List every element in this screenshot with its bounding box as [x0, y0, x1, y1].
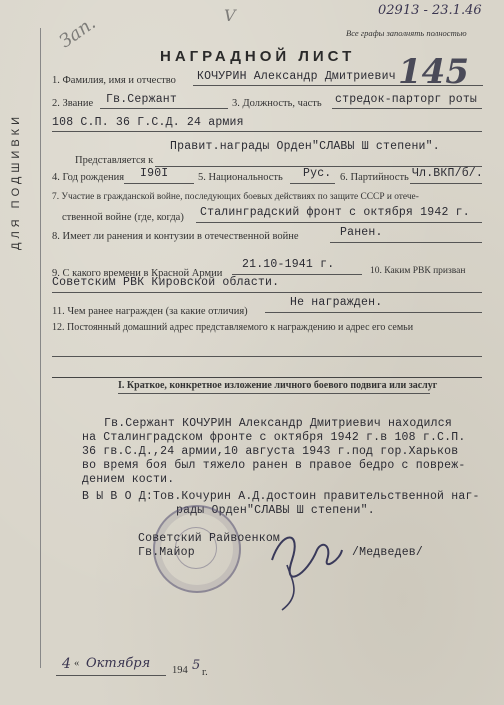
margin-mark: V	[224, 6, 236, 25]
field-11-label: 11. Чем ранее награжден (за какие отличия)	[52, 306, 248, 317]
field-7-label-a: 7. Участие в гражданской войне, последующих боевых действиях по защите СССР и отече-	[52, 192, 419, 202]
field-3-underline	[332, 108, 482, 109]
narrative-line: на Сталинградском фронте с октября 1942 г.в 108 г.С.П.	[82, 431, 466, 444]
field-3-value-line2: 108 С.П. 36 Г.С.Д. 24 армия	[52, 116, 244, 129]
field-12-underline	[52, 356, 482, 357]
field-4-value: I90I	[140, 167, 169, 180]
date-year-handwritten: 5	[192, 658, 201, 673]
handwritten-number: 145	[398, 52, 469, 92]
field-10-underline	[52, 292, 482, 293]
margin-scribble: Зап.	[55, 12, 100, 53]
field-4-underline	[124, 183, 194, 184]
field-8-label: 8. Имеет ли ранения и контузии в отечественной войне	[52, 231, 299, 242]
date-underline	[56, 675, 166, 676]
field-5-value: Рус.	[303, 167, 332, 180]
field-4-label: 4. Год рождения	[52, 172, 125, 183]
handwritten-signature	[262, 520, 352, 615]
field-10-label: 10. Каким РВК призван	[370, 266, 466, 276]
field-1-value: КОЧУРИН Александр Дмитриевич	[197, 70, 396, 83]
section-divider	[52, 377, 482, 378]
field-8-underline	[330, 242, 482, 243]
date-year-prefix: 194	[172, 665, 188, 676]
field-2-label: 2. Звание	[52, 98, 94, 109]
field-6-value: Чл.ВКП/б/.	[412, 167, 484, 180]
field-2-underline	[100, 108, 228, 109]
conclusion-line: В Ы В О Д:Тов.Кочурин А.Д.достоин правительственной наг-	[82, 490, 480, 503]
field-11-underline	[265, 312, 482, 313]
page-title: НАГРАДНОЙ ЛИСТ	[160, 48, 356, 65]
section-heading: I. Краткое, конкретное изложение личного боевого подвига или заслуг	[118, 380, 438, 391]
field-9-value: 21.10-1941 г.	[242, 258, 335, 271]
nominated-label: Представляется к	[75, 155, 154, 166]
binding-margin-line	[40, 28, 41, 668]
nominated-value: Правит.награды Орден"СЛАВЫ Ш степени".	[170, 140, 440, 153]
narrative-line: Гв.Сержант КОЧУРИН Александр Дмитриевич находился	[104, 417, 452, 430]
field-8-value: Ранен.	[340, 226, 383, 239]
date-month: Октября	[86, 656, 151, 671]
field-3-label: 3. Должность, часть	[232, 98, 322, 109]
field-12-label: 12. Постоянный домашний адрес представляемого к награждению и адрес его семьи	[52, 322, 414, 333]
field-1-label: 1. Фамилия, имя и отчество	[52, 75, 176, 86]
archive-number: 02913 - 23.1.46	[378, 3, 482, 18]
field-6-underline	[410, 183, 482, 184]
field-9-label: 9. С какого времени в Красной Армии	[52, 268, 223, 279]
field-2-value: Гв.Сержант	[106, 93, 178, 106]
field-5-label: 5. Национальность	[198, 172, 283, 183]
section-heading-underline	[118, 393, 430, 394]
field-7-value: Сталинградский фронт с октября 1942 г.	[200, 206, 470, 219]
field-3-line2-underline	[52, 131, 482, 132]
field-3-value-line1: стредок-парторг роты	[335, 93, 478, 106]
binding-label: ДЛЯ ПОДШИВКИ	[10, 113, 22, 250]
field-5-underline	[290, 183, 335, 184]
field-9-underline	[232, 274, 362, 275]
header-note: Все графы заполнять полностью	[346, 28, 467, 38]
award-sheet: ДЛЯ ПОДШИВКИ 02913 - 23.1.46 Все графы заполнять полностью Зап. V НАГРАДНОЙ ЛИСТ 145 1. Фамилия, имя и отчество КОЧУРИН Александр Дмитриевич 2. Звание Гв.Сержант 3. Должность, часть стредок-парторг роты 108 С.П. 36 Г.С.Д. 24 армия Правит.награды Орден"СЛАВЫ Ш степени". Представляется к 4. Год рождения I90I 5. Национальность Рус. 6. Партийность Чл.ВКП/б/. 7. Участие в гражданской войне, последующих боевых действиях по защите СССР и отече- ственной войне (где, когда) Сталинградский фронт с октября 1942 г. 8. Имеет ли ранения и контузии в отечественной войне Ранен. 9. С какого времени в Красной Армии 21.10-1941 г. 10. Каким РВК призван Советским РВК Кировской области. 11. Чем ранее награжден (за какие отличия) Не награжден. 12. Постоянный домашний адрес представляемого к награждению и адрес его семьи I. Краткое, конкретное изложение личного боевого подвига или заслуг Гв.Сержант КОЧУРИН Александр Дмитриевич находился на Сталинградском фронте с октября 1942 г.в 108 г.С.П. 36 гв.С.Д.,24 армии,10 августа 1943 г.под гор.Харьков во время боя был тяжело ранен в правое бедро с повреж- дением кости. В Ы В О Д:Тов.Кочурин А.Д.достоин правительственной наг- рады Орден"СЛАВЫ Ш степени". Советский Райвоенком Гв.Майор /Медведев/ 4 « Октября 194 5 г.	[0, 0, 504, 705]
date-year-suffix: г.	[202, 667, 208, 678]
signature-name: /Медведев/	[352, 546, 424, 559]
field-6-label: 6. Партийность	[340, 172, 409, 183]
signature-title: Советский Райвоенком	[138, 532, 281, 545]
field-1-underline	[193, 85, 483, 86]
field-7-underline	[196, 222, 482, 223]
date-day: 4	[62, 656, 71, 672]
field-11-value: Не награжден.	[290, 296, 383, 309]
field-10-value: Советским РВК Кировской области.	[52, 276, 280, 289]
field-7-label-b: ственной войне (где, когда)	[62, 212, 184, 223]
narrative-line: 36 гв.С.Д.,24 армии,10 августа 1943 г.под гор.Харьков	[82, 445, 459, 458]
signature-rank: Гв.Майор	[138, 546, 195, 559]
narrative-line: во время боя был тяжело ранен в правое бедро с повреж-	[82, 459, 466, 472]
narrative-line: дением кости.	[82, 473, 175, 486]
conclusion-line: рады Орден"СЛАВЫ Ш степени".	[176, 504, 375, 517]
